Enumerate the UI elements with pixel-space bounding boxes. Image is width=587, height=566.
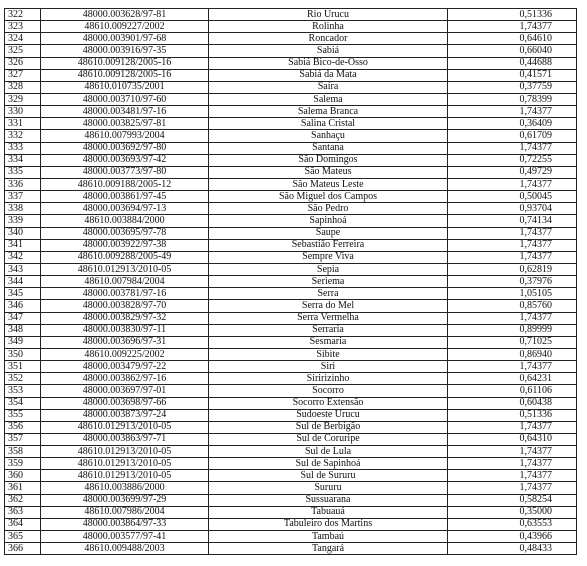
table-row xyxy=(5,531,577,543)
process-number-cell: 48610.010735/2001 xyxy=(41,81,209,93)
table-row xyxy=(5,421,577,433)
value-cell: 0,44688 xyxy=(448,57,577,69)
row-number-cell: 358 xyxy=(5,446,41,458)
value-cell: 0,86940 xyxy=(448,348,577,360)
field-name-cell: Sul de Coruripe xyxy=(209,433,448,445)
field-name-cell: Siririzinho xyxy=(209,373,448,385)
row-number-cell: 343 xyxy=(5,263,41,275)
table-row xyxy=(5,458,577,470)
field-name-cell: Sesmaria xyxy=(209,336,448,348)
table-row xyxy=(5,69,577,81)
table-row xyxy=(5,251,577,263)
value-cell: 1,74377 xyxy=(448,106,577,118)
process-number-cell: 48000.003825/97-81 xyxy=(41,118,209,130)
process-number-cell: 48610.003884/2000 xyxy=(41,215,209,227)
table-row xyxy=(5,288,577,300)
table-row xyxy=(5,166,577,178)
table-row xyxy=(5,409,577,421)
value-cell: 1,74377 xyxy=(448,458,577,470)
process-number-cell: 48000.003829/97-32 xyxy=(41,312,209,324)
table-row xyxy=(5,361,577,373)
table-row xyxy=(5,263,577,275)
table-row xyxy=(5,178,577,190)
row-number-cell: 348 xyxy=(5,324,41,336)
value-cell: 0,62819 xyxy=(448,263,577,275)
row-number-cell: 328 xyxy=(5,81,41,93)
value-cell: 1,74377 xyxy=(448,446,577,458)
process-number-cell: 48610.007993/2004 xyxy=(41,130,209,142)
value-cell: 1,74377 xyxy=(448,239,577,251)
field-name-cell: Tambaú xyxy=(209,531,448,543)
field-name-cell: Sibite xyxy=(209,348,448,360)
value-cell: 0,51336 xyxy=(448,409,577,421)
row-number-cell: 323 xyxy=(5,21,41,33)
field-name-cell: Roncador xyxy=(209,33,448,45)
table-row xyxy=(5,215,577,227)
field-name-cell: São Pedro xyxy=(209,203,448,215)
process-number-cell: 48610.012913/2010-05 xyxy=(41,470,209,482)
table-row xyxy=(5,518,577,530)
process-number-cell: 48000.003862/97-16 xyxy=(41,373,209,385)
process-number-cell: 48610.007986/2004 xyxy=(41,506,209,518)
process-number-cell: 48610.003886/2000 xyxy=(41,482,209,494)
row-number-cell: 356 xyxy=(5,421,41,433)
row-number-cell: 344 xyxy=(5,276,41,288)
table-row xyxy=(5,300,577,312)
field-name-cell: Sururu xyxy=(209,482,448,494)
field-name-cell: Rolinha xyxy=(209,21,448,33)
value-cell: 0,89999 xyxy=(448,324,577,336)
row-number-cell: 350 xyxy=(5,348,41,360)
row-number-cell: 326 xyxy=(5,57,41,69)
row-number-cell: 355 xyxy=(5,409,41,421)
value-cell: 0,48433 xyxy=(448,543,577,555)
row-number-cell: 347 xyxy=(5,312,41,324)
row-number-cell: 327 xyxy=(5,69,41,81)
process-number-cell: 48000.003628/97-81 xyxy=(41,9,209,21)
value-cell: 1,74377 xyxy=(448,470,577,482)
value-cell: 0,35000 xyxy=(448,506,577,518)
row-number-cell: 333 xyxy=(5,142,41,154)
process-number-cell: 48000.003697/97-01 xyxy=(41,385,209,397)
field-name-cell: Sabiá da Mata xyxy=(209,69,448,81)
row-number-cell: 330 xyxy=(5,106,41,118)
process-number-cell: 48610.009488/2003 xyxy=(41,543,209,555)
field-name-cell: Sul de Sururu xyxy=(209,470,448,482)
row-number-cell: 351 xyxy=(5,361,41,373)
field-name-cell: Serraria xyxy=(209,324,448,336)
row-number-cell: 364 xyxy=(5,518,41,530)
process-number-cell: 48000.003692/97-80 xyxy=(41,142,209,154)
value-cell: 0,36409 xyxy=(448,118,577,130)
field-name-cell: Sepia xyxy=(209,263,448,275)
value-cell: 0,37759 xyxy=(448,81,577,93)
value-cell: 0,60438 xyxy=(448,397,577,409)
field-name-cell: Serra do Mel xyxy=(209,300,448,312)
process-number-cell: 48610.012913/2010-05 xyxy=(41,421,209,433)
value-cell: 1,74377 xyxy=(448,142,577,154)
field-name-cell: Sudoeste Urucu xyxy=(209,409,448,421)
process-number-cell: 48000.003481/97-16 xyxy=(41,106,209,118)
value-cell: 0,71025 xyxy=(448,336,577,348)
table-row xyxy=(5,446,577,458)
value-cell: 0,64231 xyxy=(448,373,577,385)
value-cell: 0,50045 xyxy=(448,191,577,203)
table-row xyxy=(5,9,577,21)
process-number-cell: 48610.012913/2010-05 xyxy=(41,263,209,275)
row-number-cell: 335 xyxy=(5,166,41,178)
value-cell: 0,85760 xyxy=(448,300,577,312)
value-cell: 0,63553 xyxy=(448,518,577,530)
table-row xyxy=(5,324,577,336)
field-name-cell: Salema Branca xyxy=(209,106,448,118)
process-number-cell: 48000.003830/97-11 xyxy=(41,324,209,336)
value-cell: 1,74377 xyxy=(448,482,577,494)
value-cell: 0,37976 xyxy=(448,276,577,288)
row-number-cell: 332 xyxy=(5,130,41,142)
value-cell: 0,51336 xyxy=(448,9,577,21)
value-cell: 0,78399 xyxy=(448,93,577,105)
row-number-cell: 362 xyxy=(5,494,41,506)
field-name-cell: Sapinhoá xyxy=(209,215,448,227)
row-number-cell: 366 xyxy=(5,543,41,555)
process-number-cell: 48610.007984/2004 xyxy=(41,276,209,288)
value-cell: 1,74377 xyxy=(448,178,577,190)
table-row xyxy=(5,433,577,445)
field-name-cell: São Domingos xyxy=(209,154,448,166)
table-row xyxy=(5,470,577,482)
row-number-cell: 349 xyxy=(5,336,41,348)
value-cell: 1,74377 xyxy=(448,361,577,373)
process-number-cell: 48000.003873/97-24 xyxy=(41,409,209,421)
field-name-cell: São Miguel dos Campos xyxy=(209,191,448,203)
field-name-cell: Rio Urucu xyxy=(209,9,448,21)
row-number-cell: 365 xyxy=(5,531,41,543)
value-cell: 0,64610 xyxy=(448,33,577,45)
value-cell: 0,61106 xyxy=(448,385,577,397)
field-name-cell: Serra xyxy=(209,288,448,300)
value-cell: 0,93704 xyxy=(448,203,577,215)
table-row xyxy=(5,81,577,93)
table-row xyxy=(5,45,577,57)
field-name-cell: São Mateus xyxy=(209,166,448,178)
row-number-cell: 336 xyxy=(5,178,41,190)
process-number-cell: 48610.012913/2010-05 xyxy=(41,446,209,458)
field-name-cell: Sempre Viva xyxy=(209,251,448,263)
process-number-cell: 48000.003695/97-78 xyxy=(41,227,209,239)
value-cell: 1,74377 xyxy=(448,21,577,33)
row-number-cell: 346 xyxy=(5,300,41,312)
row-number-cell: 353 xyxy=(5,385,41,397)
value-cell: 1,74377 xyxy=(448,227,577,239)
row-number-cell: 339 xyxy=(5,215,41,227)
process-number-cell: 48000.003710/97-60 xyxy=(41,93,209,105)
row-number-cell: 359 xyxy=(5,458,41,470)
row-number-cell: 331 xyxy=(5,118,41,130)
table-row xyxy=(5,506,577,518)
field-name-cell: Sebastião Ferreira xyxy=(209,239,448,251)
field-name-cell: Tabuauá xyxy=(209,506,448,518)
table-row xyxy=(5,239,577,251)
value-cell: 0,43966 xyxy=(448,531,577,543)
field-name-cell: Siri xyxy=(209,361,448,373)
table-row xyxy=(5,336,577,348)
process-number-cell: 48000.003699/97-29 xyxy=(41,494,209,506)
table-row xyxy=(5,93,577,105)
table-row xyxy=(5,142,577,154)
row-number-cell: 324 xyxy=(5,33,41,45)
field-name-cell: Sul de Sapinhoá xyxy=(209,458,448,470)
value-cell: 0,72255 xyxy=(448,154,577,166)
process-number-cell: 48610.009288/2005-49 xyxy=(41,251,209,263)
row-number-cell: 352 xyxy=(5,373,41,385)
process-number-cell: 48000.003916/97-35 xyxy=(41,45,209,57)
table-row xyxy=(5,118,577,130)
process-number-cell: 48610.009225/2002 xyxy=(41,348,209,360)
field-name-cell: Saíra xyxy=(209,81,448,93)
process-number-cell: 48000.003922/97-38 xyxy=(41,239,209,251)
value-cell: 0,74134 xyxy=(448,215,577,227)
field-name-cell: Salina Cristal xyxy=(209,118,448,130)
value-cell: 0,64310 xyxy=(448,433,577,445)
process-number-cell: 48000.003828/97-70 xyxy=(41,300,209,312)
field-name-cell: Sul de Lula xyxy=(209,446,448,458)
process-number-cell: 48610.009227/2002 xyxy=(41,21,209,33)
value-cell: 0,58254 xyxy=(448,494,577,506)
table-row xyxy=(5,154,577,166)
table-row xyxy=(5,494,577,506)
process-number-cell: 48000.003861/97-45 xyxy=(41,191,209,203)
table-row xyxy=(5,21,577,33)
data-table xyxy=(4,8,577,555)
row-number-cell: 340 xyxy=(5,227,41,239)
value-cell: 0,49729 xyxy=(448,166,577,178)
row-number-cell: 354 xyxy=(5,397,41,409)
table-row xyxy=(5,482,577,494)
value-cell: 1,74377 xyxy=(448,251,577,263)
field-name-cell: Saupe xyxy=(209,227,448,239)
table-body xyxy=(5,9,577,555)
field-name-cell: Tangará xyxy=(209,543,448,555)
table-row xyxy=(5,385,577,397)
process-number-cell: 48000.003901/97-68 xyxy=(41,33,209,45)
value-cell: 1,74377 xyxy=(448,421,577,433)
field-name-cell: Sanhaçu xyxy=(209,130,448,142)
row-number-cell: 338 xyxy=(5,203,41,215)
row-number-cell: 329 xyxy=(5,93,41,105)
process-number-cell: 48000.003696/97-31 xyxy=(41,336,209,348)
field-name-cell: Santana xyxy=(209,142,448,154)
field-name-cell: Sussuarana xyxy=(209,494,448,506)
row-number-cell: 334 xyxy=(5,154,41,166)
table-row xyxy=(5,227,577,239)
table-row xyxy=(5,543,577,555)
field-name-cell: Socorro Extensão xyxy=(209,397,448,409)
process-number-cell: 48000.003864/97-33 xyxy=(41,518,209,530)
row-number-cell: 345 xyxy=(5,288,41,300)
field-name-cell: Seriema xyxy=(209,276,448,288)
value-cell: 0,66040 xyxy=(448,45,577,57)
row-number-cell: 342 xyxy=(5,251,41,263)
table-row xyxy=(5,373,577,385)
row-number-cell: 337 xyxy=(5,191,41,203)
table-row xyxy=(5,276,577,288)
field-name-cell: Serra Vermelha xyxy=(209,312,448,324)
process-number-cell: 48000.003781/97-16 xyxy=(41,288,209,300)
row-number-cell: 341 xyxy=(5,239,41,251)
process-number-cell: 48000.003863/97-71 xyxy=(41,433,209,445)
value-cell: 1,05105 xyxy=(448,288,577,300)
field-name-cell: Tabuleiro dos Martins xyxy=(209,518,448,530)
table-row xyxy=(5,203,577,215)
row-number-cell: 325 xyxy=(5,45,41,57)
field-name-cell: Sul de Berbigão xyxy=(209,421,448,433)
field-name-cell: São Mateus Leste xyxy=(209,178,448,190)
row-number-cell: 363 xyxy=(5,506,41,518)
field-name-cell: Sabiá Bico-de-Osso xyxy=(209,57,448,69)
table-row xyxy=(5,348,577,360)
process-number-cell: 48000.003693/97-42 xyxy=(41,154,209,166)
process-number-cell: 48000.003577/97-41 xyxy=(41,531,209,543)
row-number-cell: 361 xyxy=(5,482,41,494)
value-cell: 0,61709 xyxy=(448,130,577,142)
process-number-cell: 48000.003694/97-13 xyxy=(41,203,209,215)
table-row xyxy=(5,191,577,203)
value-cell: 1,74377 xyxy=(448,312,577,324)
process-number-cell: 48610.012913/2010-05 xyxy=(41,458,209,470)
table-row xyxy=(5,57,577,69)
table-row xyxy=(5,397,577,409)
row-number-cell: 322 xyxy=(5,9,41,21)
table-row xyxy=(5,106,577,118)
value-cell: 0,41571 xyxy=(448,69,577,81)
row-number-cell: 360 xyxy=(5,470,41,482)
process-number-cell: 48000.003479/97-22 xyxy=(41,361,209,373)
row-number-cell: 357 xyxy=(5,433,41,445)
field-name-cell: Socorro xyxy=(209,385,448,397)
table-row xyxy=(5,312,577,324)
field-name-cell: Sabiá xyxy=(209,45,448,57)
field-name-cell: Salema xyxy=(209,93,448,105)
process-number-cell: 48610.009128/2005-16 xyxy=(41,69,209,81)
process-number-cell: 48610.009188/2005-12 xyxy=(41,178,209,190)
table-row xyxy=(5,130,577,142)
table-row xyxy=(5,33,577,45)
process-number-cell: 48000.003773/97-80 xyxy=(41,166,209,178)
process-number-cell: 48000.003698/97-66 xyxy=(41,397,209,409)
process-number-cell: 48610.009128/2005-16 xyxy=(41,57,209,69)
